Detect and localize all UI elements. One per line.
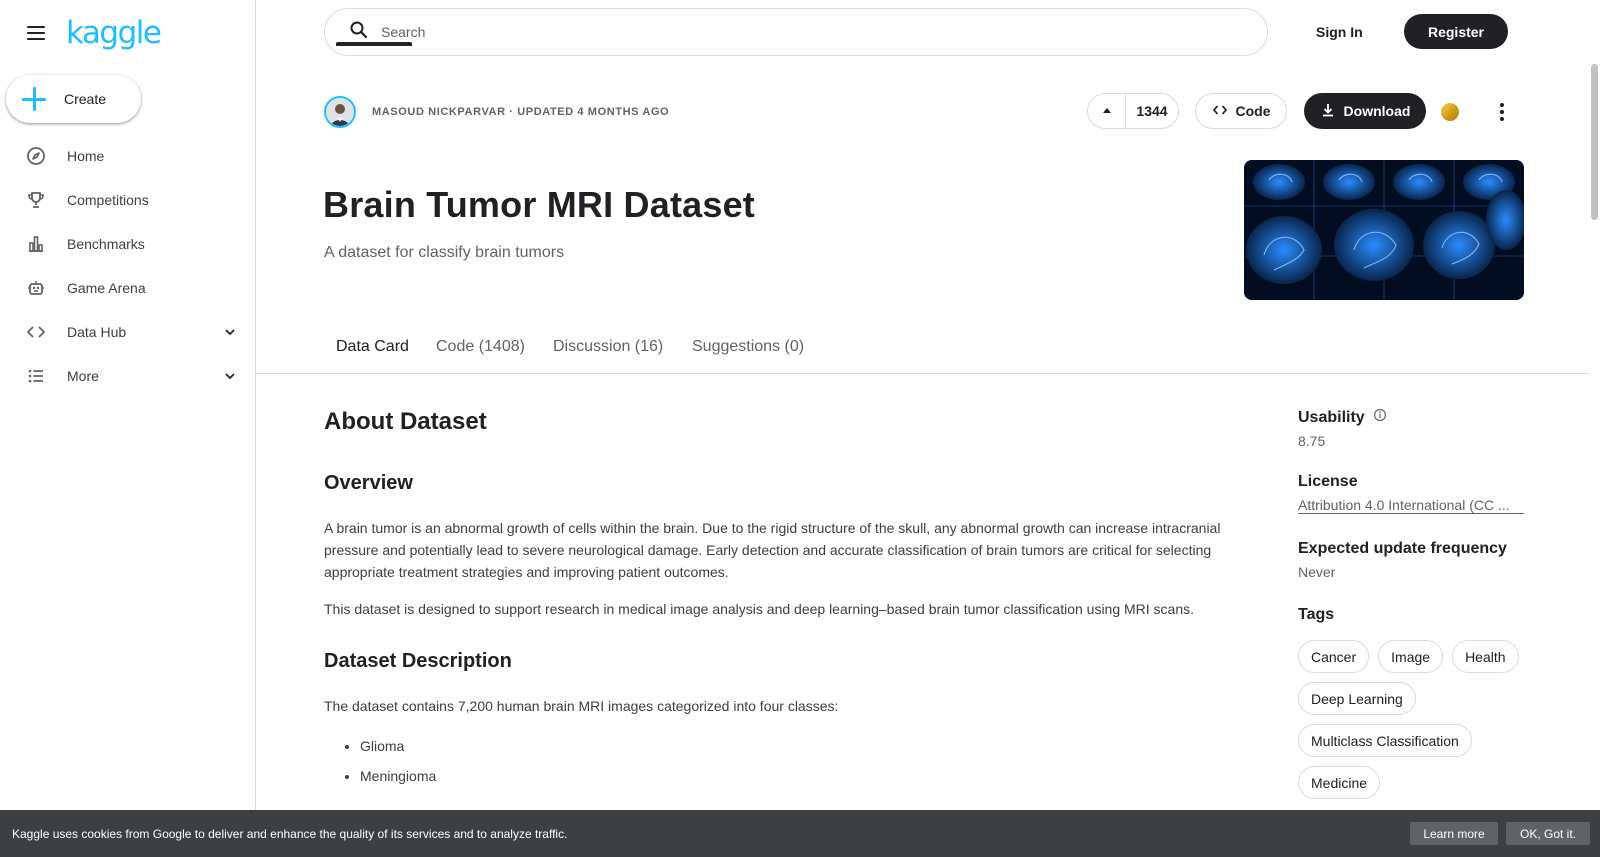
usability-label: Usability [1298, 408, 1365, 426]
description-paragraph: The dataset contains 7,200 human brain MRI images categorized into four classes: [324, 698, 839, 714]
sidebar-item-data-hub[interactable] [0, 310, 256, 354]
bar-chart-icon [25, 233, 47, 255]
author-line[interactable]: MASOUD NICKPARVAR · UPDATED 4 MONTHS AGO [372, 106, 670, 118]
cookie-message: Kaggle uses cookies from Google to deliver and enhance the quality of its services and to analyze traffic. [12, 826, 568, 841]
sidebar-item-label: Home [67, 148, 105, 164]
accept-cookies-button[interactable]: OK, Got it. [1506, 822, 1590, 845]
sidebar-item-home[interactable] [0, 134, 256, 178]
chevron-down-icon[interactable] [224, 325, 236, 343]
tab-data-card[interactable]: Data Card [336, 338, 409, 355]
robot-icon [25, 277, 47, 299]
license-link[interactable]: Attribution 4.0 International (CC ... [1298, 497, 1524, 514]
code-button-label: Code [1235, 103, 1271, 119]
tag-chip[interactable]: Multiclass Classification [1298, 724, 1472, 757]
usability-label-row [1298, 408, 1526, 427]
cookie-banner [0, 810, 1600, 857]
sidebar-item-label: Data Hub [67, 324, 127, 340]
update-frequency-value: Never [1298, 564, 1336, 580]
sidebar-item-label: Game Arena [67, 280, 146, 296]
plus-icon [22, 87, 46, 111]
more-options-icon[interactable] [1490, 100, 1514, 124]
tab-suggestions[interactable]: Suggestions (0) [692, 338, 805, 355]
class-list [324, 735, 1269, 795]
tag-chip[interactable]: Health [1452, 640, 1518, 673]
overview-paragraph: A brain tumor is an abnormal growth of cells within the brain. Due to the rigid structure of the skull, any abnormal growth can increase intracranial pressure and potentially lead to severe neurological damage. Early detection and accurate classification of brain tumors are critical for selecting appropriate treatment strategies and improving patient outcomes. [324, 520, 1221, 580]
sidebar-item-label: More [67, 368, 99, 384]
download-button[interactable] [1304, 93, 1426, 129]
tag-list [1298, 640, 1526, 799]
list-item: • Glioma [360, 735, 1269, 765]
info-icon[interactable] [1373, 408, 1387, 427]
tag-chip[interactable]: Medicine [1298, 766, 1380, 799]
sidebar-item-competitions[interactable] [0, 178, 256, 222]
medal-icon[interactable] [1441, 103, 1459, 121]
trophy-icon [25, 189, 47, 211]
tag-chip[interactable]: Image [1378, 640, 1443, 673]
dataset-cover-image [1244, 160, 1524, 300]
sidebar [0, 0, 256, 857]
download-icon [1320, 102, 1336, 121]
description-heading: Dataset Description [324, 650, 512, 672]
page-scrollbar[interactable] [1589, 0, 1600, 810]
overview-paragraph: This dataset is designed to support research in medical image analysis and deep learning–based brain tumor classification using MRI scans. [324, 601, 1195, 617]
register-button[interactable]: Register [1404, 14, 1508, 49]
scrollbar-thumb[interactable] [1591, 64, 1598, 220]
tag-chip[interactable]: Cancer [1298, 640, 1369, 673]
code-icon [1212, 102, 1228, 121]
kaggle-logo[interactable]: kaggle [66, 15, 161, 51]
tab-bar [256, 326, 1589, 374]
download-button-label: Download [1343, 103, 1411, 119]
sidebar-item-more[interactable] [0, 354, 256, 398]
upvote-arrow-icon[interactable] [1088, 94, 1126, 128]
compass-icon [25, 145, 47, 167]
search-bar[interactable] [324, 8, 1268, 56]
chevron-down-icon[interactable] [224, 369, 236, 387]
sign-in-button[interactable]: Sign In [1316, 24, 1363, 40]
update-frequency-label: Expected update frequency [1298, 540, 1507, 557]
search-input[interactable] [381, 24, 1181, 40]
about-heading: About Dataset [324, 408, 487, 435]
tags-label: Tags [1298, 606, 1335, 623]
tab-discussion[interactable]: Discussion (16) [553, 338, 664, 355]
search-icon [349, 20, 369, 45]
active-tab-indicator [336, 42, 412, 46]
license-label: License [1298, 473, 1358, 490]
page-title: Brain Tumor MRI Dataset [323, 184, 755, 225]
usability-value: 8.75 [1298, 433, 1326, 449]
sidebar-item-label: Competitions [67, 192, 149, 208]
author-row [324, 96, 669, 128]
create-label: Create [64, 91, 107, 107]
tag-chip[interactable]: Deep Learning [1298, 682, 1416, 715]
avatar[interactable] [324, 96, 356, 128]
upvote-control [1087, 93, 1179, 129]
sidebar-item-benchmarks[interactable] [0, 222, 256, 266]
sidebar-item-game-arena[interactable] [0, 266, 256, 310]
sidebar-item-label: Benchmarks [67, 236, 145, 252]
code-brackets-icon [25, 321, 47, 343]
learn-more-button[interactable]: Learn more [1410, 822, 1498, 845]
metadata-panel [1298, 408, 1526, 799]
hamburger-menu-icon[interactable] [24, 21, 48, 45]
sidebar-nav [0, 134, 256, 398]
data-card-content [324, 408, 1269, 795]
overview-heading: Overview [324, 472, 413, 494]
page-subtitle: A dataset for classify brain tumors [324, 244, 565, 261]
tab-code[interactable]: Code (1408) [436, 338, 525, 355]
logo-row [24, 16, 160, 50]
code-button[interactable] [1195, 93, 1287, 129]
list-icon [25, 365, 47, 387]
list-item: • Meningioma [360, 765, 1269, 795]
create-button[interactable] [6, 75, 141, 123]
upvote-count: 1344 [1136, 103, 1168, 119]
